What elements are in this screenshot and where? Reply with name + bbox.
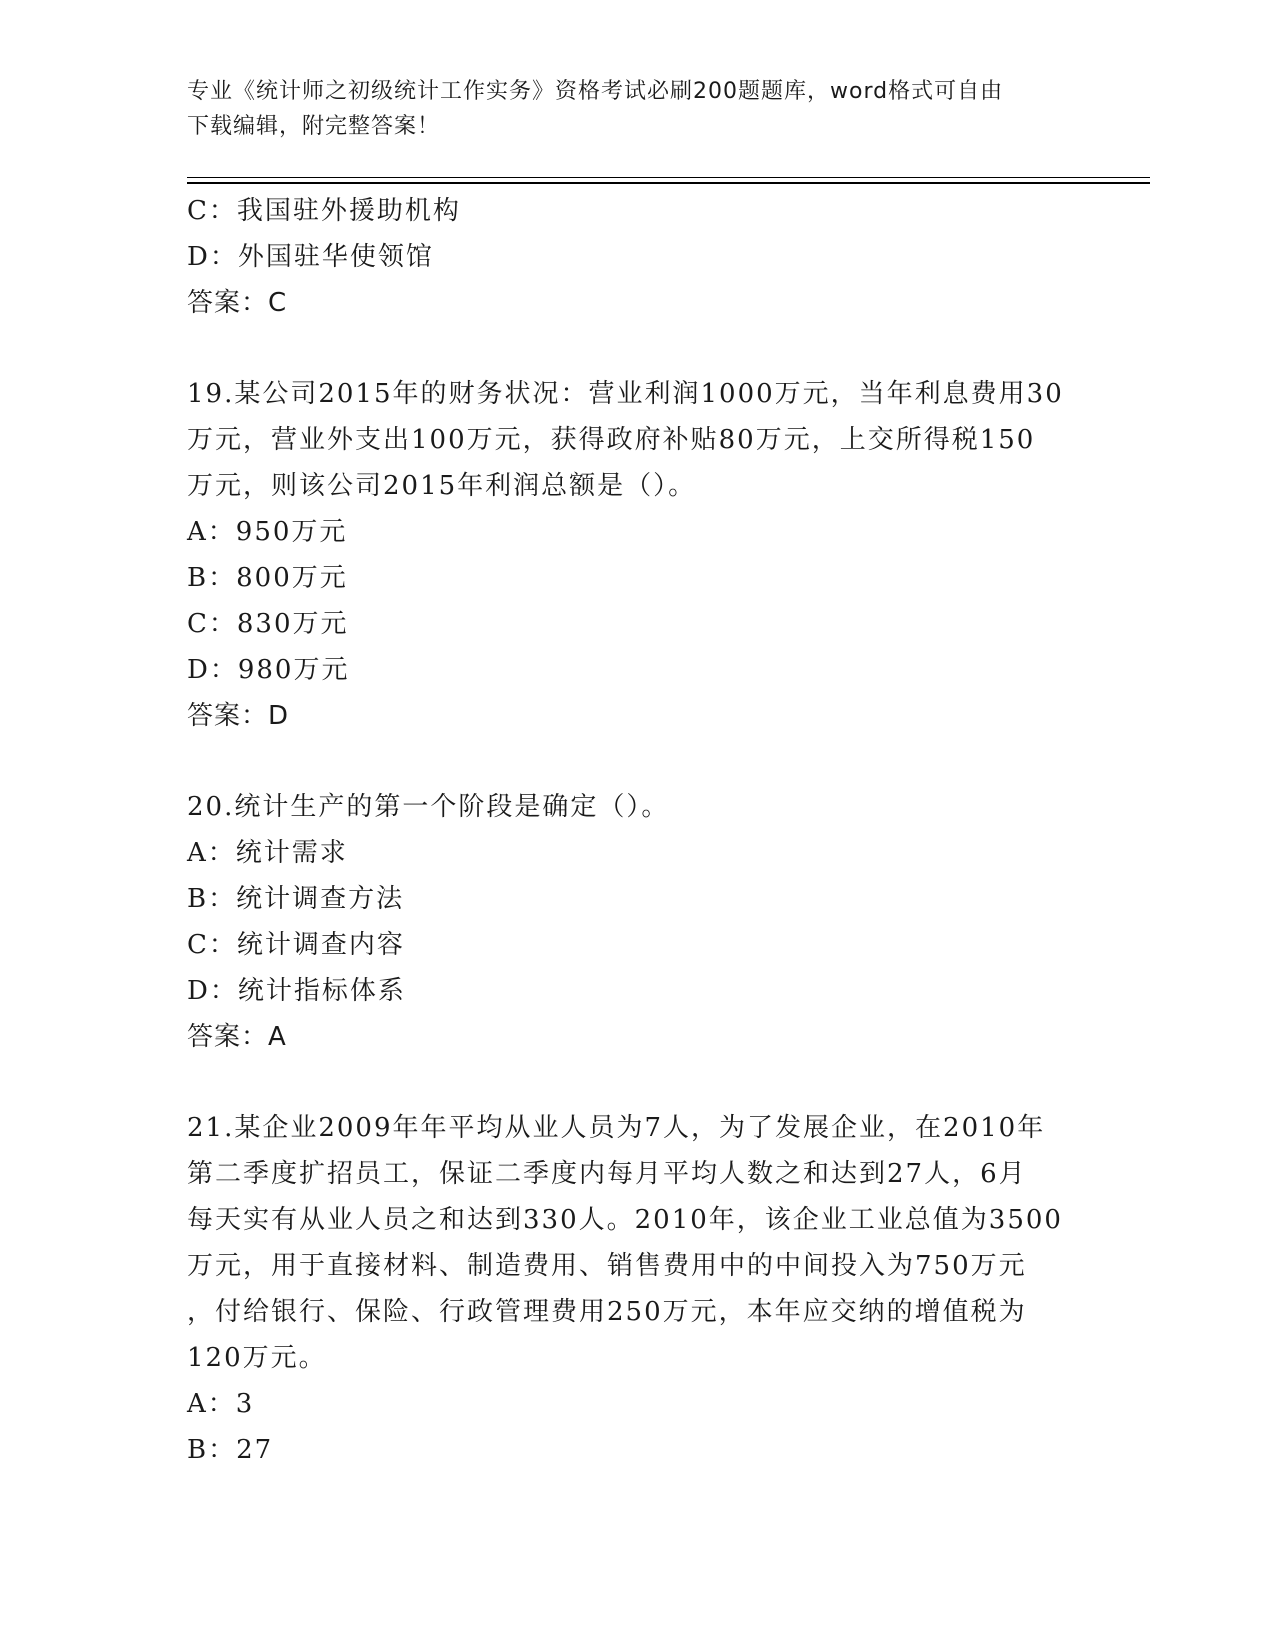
q19-option-d: D：980万元 — [187, 655, 350, 685]
question-spacer — [187, 739, 1087, 784]
q20-option-a: A：统计需求 — [187, 838, 348, 868]
q19-stem-line-2: 万元，营业外支出100万元，获得政府补贴80万元，上交所得税150 — [187, 425, 1036, 455]
q19-option-a: A：950万元 — [187, 517, 348, 547]
document-header — [187, 74, 1077, 144]
question-content — [187, 188, 1087, 1473]
q20-option-b: B：统计调查方法 — [187, 884, 405, 914]
q20-option-c: C：统计调查内容 — [187, 930, 405, 960]
q21-option-b: B：27 — [187, 1435, 274, 1465]
question-20 — [187, 784, 1087, 1060]
q20-stem-line-1: 20.统计生产的第一个阶段是确定（）。 — [187, 792, 670, 822]
q21-stem-line-2: 第二季度扩招员工，保证二季度内每月平均人数之和达到27人，6月 — [187, 1159, 1027, 1189]
header-line-1: 专业《统计师之初级统计工作实务》资格考试必刷200题题库，word格式可自由 — [187, 79, 1004, 104]
q21-stem-line-3: 每天实有从业人员之和达到330人。2010年，该企业工业总值为3500 — [187, 1205, 1063, 1235]
question-spacer — [187, 326, 1087, 371]
header-divider-top — [187, 177, 1150, 178]
q19-answer: 答案：D — [187, 701, 290, 731]
q19-stem-line-3: 万元，则该公司2015年利润总额是（）。 — [187, 471, 697, 501]
header-divider-bottom-thick — [187, 183, 1150, 184]
header-line-2: 下载编辑，附完整答案！ — [187, 114, 441, 139]
q20-option-d: D：统计指标体系 — [187, 976, 406, 1006]
question-21 — [187, 1105, 1087, 1473]
question-18-tail — [187, 188, 1087, 326]
q19-stem-line-1: 19.某公司2015年的财务状况：营业利润1000万元，当年利息费用30 — [187, 379, 1064, 409]
q18-option-c: C：我国驻外援助机构 — [187, 196, 461, 226]
q19-option-c: C：830万元 — [187, 609, 349, 639]
q21-stem-line-1: 21.某企业2009年年平均从业人员为7人，为了发展企业，在2010年 — [187, 1113, 1046, 1143]
q21-stem-line-6: 120万元。 — [187, 1343, 327, 1373]
q20-answer: 答案：A — [187, 1022, 287, 1052]
q19-option-b: B：800万元 — [187, 563, 348, 593]
question-spacer — [187, 1060, 1087, 1105]
q18-answer: 答案：C — [187, 288, 288, 318]
q21-stem-line-5: ，付给银行、保险、行政管理费用250万元，本年应交纳的增值税为 — [187, 1297, 1027, 1327]
question-19 — [187, 371, 1087, 739]
q18-option-d: D：外国驻华使领馆 — [187, 242, 434, 272]
q21-stem-line-4: 万元，用于直接材料、制造费用、销售费用中的中间投入为750万元 — [187, 1251, 1027, 1281]
q21-option-a: A：3 — [187, 1389, 255, 1419]
